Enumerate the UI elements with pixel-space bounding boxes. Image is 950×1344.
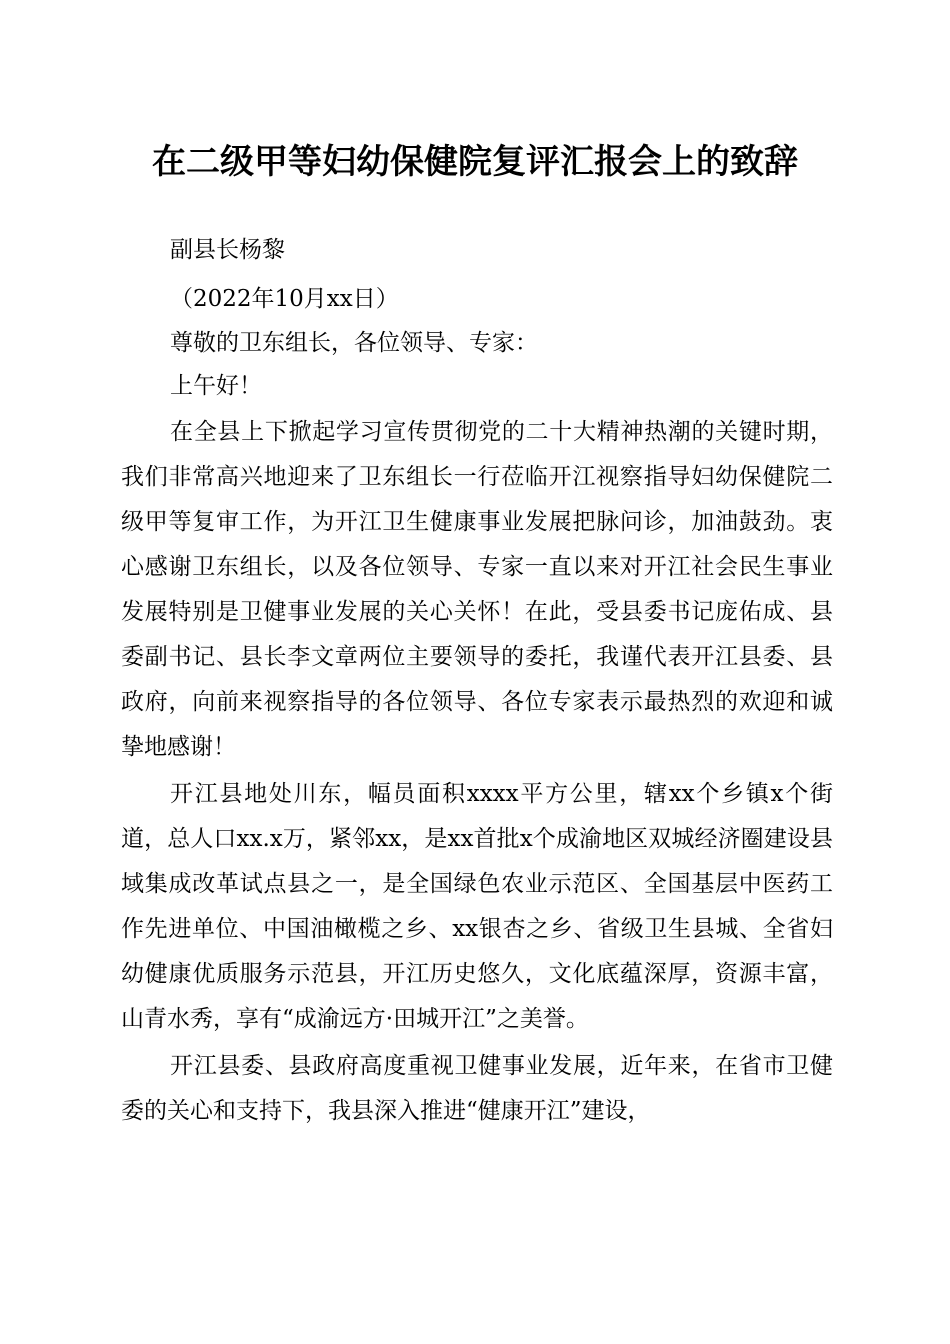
author-line: 副县长杨黎 xyxy=(170,237,285,263)
date-line: （2022年10月xx日） xyxy=(170,286,399,312)
paragraph: 在全县上下掀起学习宣传贯彻党的二十大精神热潮的关键时期，我们非常高兴地迎来了卫东组长一行莅临开江视察指导妇幼保健院二级甲等复审工作，为开江卫生健康事业发展把脉问诊，加油鼓劲。衷心感谢卫东组长，以及各位领导、专家一直以来对开江社会民生事业发展特别是卫健事业发展的关心关怀！在此，受县委书记庞佑成、县委副书记、县长李文章两位主要领导的委托，我谨代表开江县委、县政府，向前来视察指导的各位领导、各位专家表示最热烈的欢迎和诚挚地感谢！ xyxy=(121,419,833,760)
paragraph: 开江县地处川东，幅员面积xxxx平方公里，辖xx个乡镇x个街道，总人口xx.x万，紧邻xx，是xx首批x个成渝地区双城经济圈建设县域集成改革试点县之一，是全国绿色农业示范区、全国基层中医药工作先进单位、中国油橄榄之乡、xx银杏之乡、省级卫生县城、全省妇幼健康优质服务示范县，开江历史悠久，文化底蕴深厚，资源丰富，山青水秀，享有“成渝远方·田城开江”之美誉。 xyxy=(121,781,833,1032)
document-body xyxy=(121,410,833,1134)
paragraph: 开江县委、县政府高度重视卫健事业发展，近年来，在省市卫健委的关心和支持下，我县深入推进“健康开江”建设， xyxy=(121,1053,833,1124)
document-title: 在二级甲等妇幼保健院复评汇报会上的致辞 xyxy=(152,142,798,182)
salutation: 尊敬的卫东组长，各位领导、专家： xyxy=(170,330,538,356)
greeting: 上午好！ xyxy=(170,373,262,399)
